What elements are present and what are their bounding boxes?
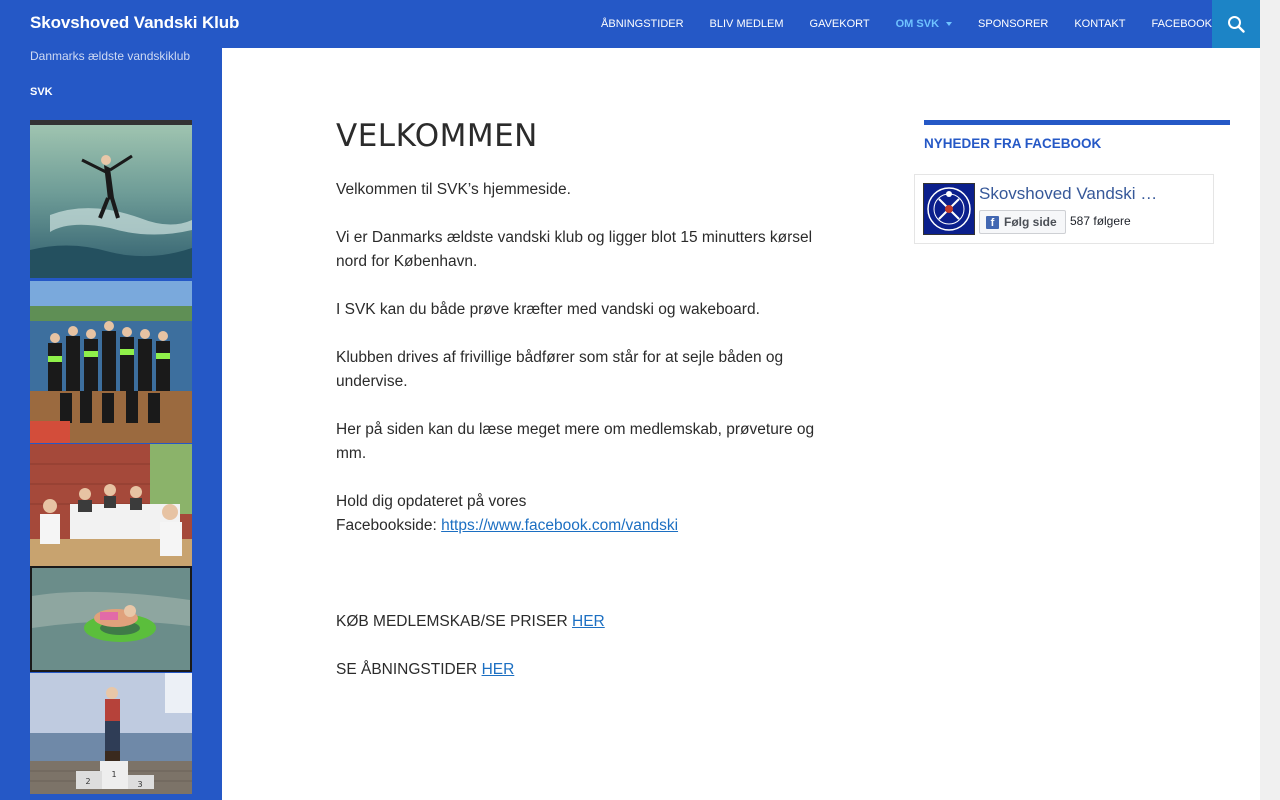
- site-header: [0, 0, 1260, 48]
- search-button[interactable]: [1212, 0, 1260, 48]
- facebook-page-plugin: [914, 174, 1214, 244]
- primary-nav: [575, 0, 1212, 48]
- gallery-photo-tube[interactable]: [30, 566, 192, 672]
- facebook-icon: f: [986, 216, 999, 229]
- club-logo[interactable]: [923, 183, 975, 235]
- paragraph-info: Her på siden kan du læse meget mere om medlemskab, prøveture og mm.: [336, 421, 815, 462]
- scrollbar-track[interactable]: [1260, 0, 1280, 800]
- site-title[interactable]: Skovshoved Vandski Klub: [30, 13, 240, 32]
- svg-text:3: 3: [137, 780, 143, 789]
- nav-item-facebook[interactable]: FACEBOOK: [1151, 18, 1212, 30]
- opening-hours-link[interactable]: HER: [481, 661, 515, 678]
- sidebar-widget-title: SVK: [30, 86, 53, 98]
- paragraph-opening-hours: [336, 658, 826, 682]
- main-content: [336, 118, 826, 682]
- nav-item-kontakt[interactable]: KONTAKT: [1074, 18, 1126, 30]
- facebook-page-name[interactable]: Skovshoved Vandski …: [979, 184, 1158, 203]
- nav-item-om-svk-label: OM SVK: [895, 18, 940, 30]
- buy-membership-link[interactable]: HER: [572, 613, 605, 630]
- svg-text:1: 1: [111, 770, 117, 779]
- facebook-widget: [924, 120, 1230, 229]
- nav-item-om-svk[interactable]: [896, 18, 952, 30]
- spacer: [336, 538, 826, 586]
- paragraph-about: Vi er Danmarks ældste vandski klub og ligger blot 15 minutters kørsel nord for København.: [336, 229, 813, 270]
- facebook-widget-title: NYHEDER FRA FACEBOOK: [924, 136, 1102, 151]
- entry-content: [336, 178, 826, 682]
- nav-item-bliv-medlem[interactable]: BLIV MEDLEM: [709, 18, 784, 30]
- follower-count: 587 følgere: [1070, 214, 1131, 228]
- chevron-down-icon: [946, 22, 952, 26]
- svg-text:2: 2: [85, 777, 91, 786]
- paragraph-volunteers: Klubben drives af frivillige bådfører som står for at sejle båden og undervise.: [336, 349, 784, 390]
- gallery-photo-waterskier[interactable]: [30, 120, 192, 278]
- paragraph-sports: I SVK kan du både prøve kræfter med vandski og wakeboard.: [336, 301, 760, 318]
- opening-hours-text: SE ÅBNINGSTIDER: [336, 661, 482, 678]
- widget-divider: [924, 120, 1230, 125]
- nav-item-abningstider[interactable]: ÅBNINGSTIDER: [601, 18, 684, 30]
- gallery-photo-dinner[interactable]: [30, 444, 192, 566]
- facebook-label-text: Facebookside:: [336, 517, 442, 534]
- nav-item-gavekort[interactable]: GAVEKORT: [809, 18, 870, 30]
- paragraph-welcome: Velkommen til SVK’s hjemmeside.: [336, 181, 571, 198]
- facebook-url-link[interactable]: https://www.facebook.com/vandski: [441, 517, 679, 534]
- nav-item-sponsorer[interactable]: SPONSORER: [978, 18, 1049, 30]
- paragraph-buy-membership: [336, 610, 826, 634]
- site-tagline: Danmarks ældste vandskiklub: [30, 49, 191, 63]
- search-icon: [1227, 15, 1245, 33]
- paragraph-facebook: [336, 490, 826, 538]
- page-title: VELKOMMEN: [336, 118, 538, 154]
- gallery-photo-podium[interactable]: [30, 673, 192, 794]
- facebook-intro-text: Hold dig opdateret på vores: [336, 493, 527, 510]
- follow-page-button[interactable]: [979, 210, 1066, 234]
- gallery-photo-group[interactable]: [30, 281, 192, 443]
- buy-membership-text: KØB MEDLEMSKAB/SE PRISER: [336, 613, 573, 630]
- follow-page-label: Følg side: [1004, 215, 1057, 229]
